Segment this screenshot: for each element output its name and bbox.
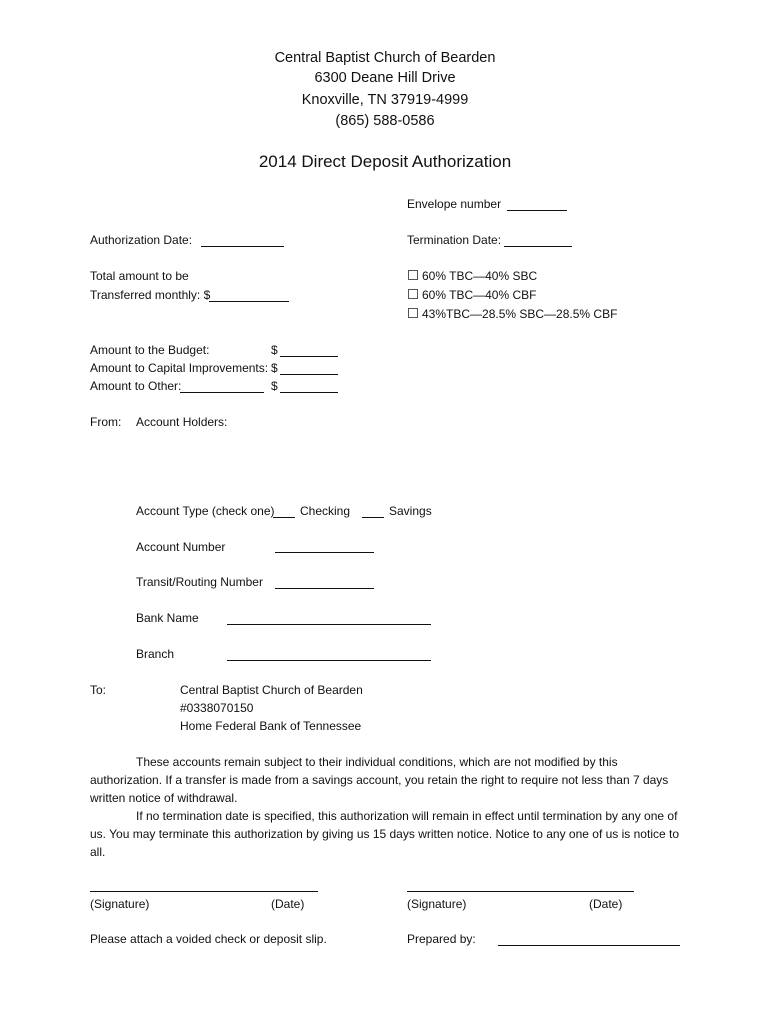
authorization-date-field[interactable] — [201, 246, 284, 247]
routing-number-field[interactable] — [275, 588, 374, 589]
account-number-label: Account Number — [136, 540, 226, 554]
termination-paragraph: If no termination date is specified, this authorization will remain in effect until termination by any one of us. You may terminate this authorization by giving us 15 days written notice. Notice to any one of us is notice to all. — [90, 809, 679, 859]
total-amount-label-line2: Transferred monthly: $ — [90, 288, 211, 302]
from-label: From: — [90, 415, 122, 429]
split-option-1-label: 60% TBC—40% SBC — [422, 269, 538, 283]
form-title: 2014 Direct Deposit Authorization — [258, 152, 512, 171]
capital-label: Amount to Capital Improvements: — [90, 361, 269, 375]
church-city: Knoxville, TN 37919-4999 — [301, 92, 469, 108]
prepared-by-field[interactable] — [498, 945, 680, 946]
other-amount-field[interactable] — [280, 392, 338, 393]
church-street: 6300 Deane Hill Drive — [314, 70, 456, 86]
termination-date-label: Termination Date: — [407, 233, 502, 247]
other-description-field[interactable] — [180, 392, 264, 393]
other-dollar: $ — [271, 379, 278, 393]
signature-line-1[interactable] — [90, 891, 318, 892]
split-option-3-label: 43%TBC—28.5% SBC—28.5% CBF — [422, 307, 618, 321]
termination-date-field[interactable] — [504, 246, 572, 247]
account-holders-label: Account Holders: — [136, 415, 228, 429]
checking-check-field[interactable] — [273, 517, 295, 518]
total-amount-field[interactable] — [209, 301, 289, 302]
conditions-paragraph: These accounts remain subject to their individual conditions, which are not modified by this authorization. If a transfer is made from a savings account, you retain the right to require not less than 7 days written notice of withdrawal. — [90, 755, 669, 805]
account-type-label: Account Type (check one) — [136, 504, 275, 518]
budget-amount-field[interactable] — [280, 356, 338, 357]
branch-label: Branch — [136, 647, 175, 661]
date-label-1: (Date) — [271, 897, 305, 911]
signature-line-2[interactable] — [407, 891, 634, 892]
signature-label-1: (Signature) — [90, 897, 150, 911]
bank-name-field[interactable] — [227, 624, 431, 625]
routing-number-label: Transit/Routing Number — [136, 575, 263, 589]
checkbox-icon[interactable] — [408, 308, 418, 318]
checkbox-icon[interactable] — [408, 289, 418, 299]
date-label-2: (Date) — [589, 897, 623, 911]
to-line-3: Home Federal Bank of Tennessee — [180, 719, 362, 733]
prepared-by-label: Prepared by: — [407, 932, 476, 946]
capital-amount-field[interactable] — [280, 374, 338, 375]
other-label: Amount to Other: — [90, 379, 182, 393]
budget-label: Amount to the Budget: — [90, 343, 210, 357]
church-name: Central Baptist Church of Bearden — [274, 50, 496, 66]
church-phone: (865) 588-0586 — [335, 113, 435, 129]
bank-name-label: Bank Name — [136, 611, 199, 625]
to-line-1: Central Baptist Church of Bearden — [180, 683, 363, 697]
attach-note: Please attach a voided check or deposit slip. — [90, 932, 327, 946]
checking-label: Checking — [300, 504, 351, 518]
split-option-1[interactable] — [408, 269, 537, 283]
split-option-2-label: 60% TBC—40% CBF — [422, 288, 537, 302]
total-amount-label-line1: Total amount to be — [90, 269, 189, 283]
budget-dollar: $ — [271, 343, 278, 357]
split-option-3[interactable] — [408, 307, 617, 321]
authorization-date-label: Authorization Date: — [90, 233, 193, 247]
account-number-field[interactable] — [275, 552, 374, 553]
to-label: To: — [90, 683, 107, 697]
branch-field[interactable] — [227, 660, 431, 661]
split-option-2[interactable] — [408, 288, 537, 302]
capital-dollar: $ — [271, 361, 278, 375]
envelope-label: Envelope number — [407, 197, 502, 211]
savings-check-field[interactable] — [362, 517, 384, 518]
envelope-number-field[interactable] — [507, 210, 567, 211]
signature-label-2: (Signature) — [407, 897, 467, 911]
to-line-2: #0338070150 — [180, 701, 254, 715]
savings-label: Savings — [389, 504, 432, 518]
checkbox-icon[interactable] — [408, 270, 418, 280]
